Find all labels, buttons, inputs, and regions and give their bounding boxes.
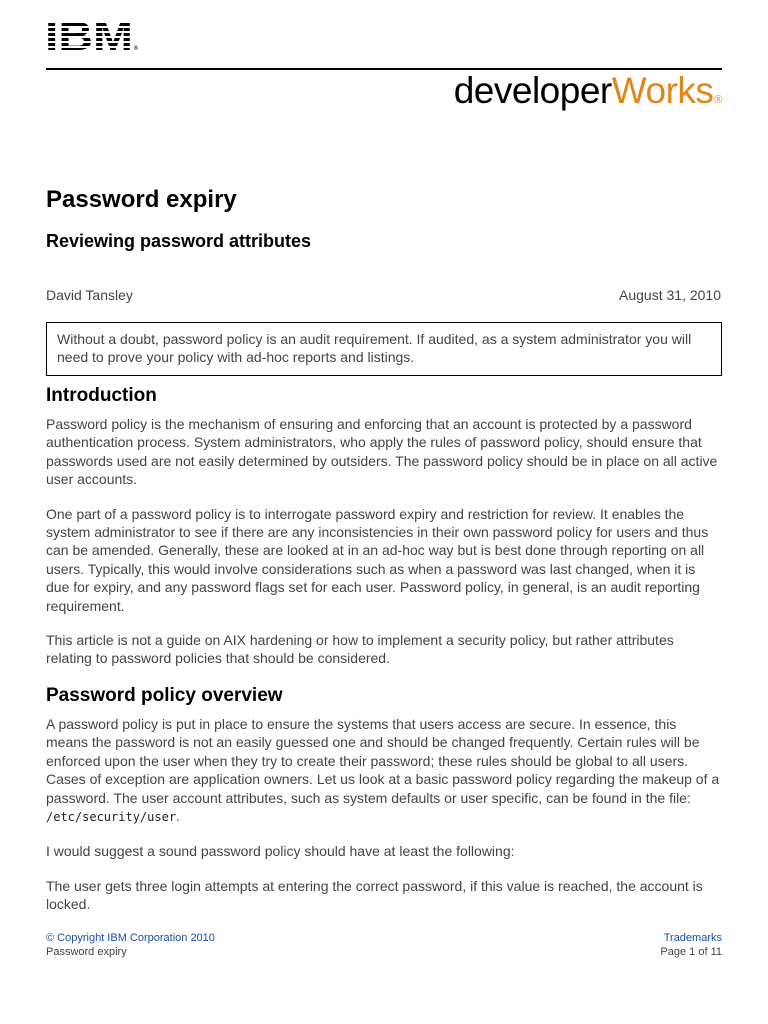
overview-paragraph-1: [46, 715, 722, 826]
trademarks-link[interactable]: Trademarks: [663, 932, 722, 944]
overview-paragraph-1-end: .: [176, 807, 180, 824]
abstract-box: [46, 322, 722, 376]
brand-suffix: Works: [611, 70, 714, 111]
page-number: Page 1 of 11: [660, 946, 722, 958]
intro-paragraph-1: Password policy is the mechanism of ensuring and enforcing that an account is protected by a password authentication process. System administrators, who apply the rules of password policy, should ensure that passwords used are not easily determined by outsiders. The password policy should be in place on all active user accounts.: [46, 416, 718, 488]
article-title: Password expiry: [46, 186, 237, 213]
svg-text:®: ®: [133, 45, 139, 52]
ibm-logo-icon: [45, 16, 137, 54]
file-path-code: /etc/security/user: [46, 809, 177, 824]
footer-left: [46, 931, 215, 959]
copyright-link[interactable]: © Copyright IBM Corporation 2010: [46, 932, 215, 944]
overview-paragraph-2: I would suggest a sound password policy should have at least the following:: [46, 843, 515, 860]
overview-paragraph-1-text: A password policy is put in place to ensure the systems that users access are secure. In essence, this means the password is not an easily guessed one and should be changed frequently. Certain rules will be enforced upon the user when they try to create their password; these rules should be global to all users. Cases of exception are application owners. Let us look at a basic password policy regarding the makeup of a password. The user account attributes, such as system defaults or user specific, can be found in the file:: [46, 715, 720, 806]
author-name: David Tansley: [46, 287, 133, 303]
footer-right: [660, 931, 722, 959]
article-body: [46, 384, 722, 930]
intro-heading: Introduction: [46, 385, 157, 406]
overview-heading: Password policy overview: [46, 684, 283, 706]
developerworks-logo: [454, 70, 722, 112]
footer-doc-title: Password expiry: [46, 946, 127, 958]
brand-registered-mark: ®: [714, 94, 722, 106]
abstract-text: Without a doubt, password policy is an audit requirement. If audited, as a system administrator you will need to prove your policy with ad-hoc reports and listings.: [57, 331, 692, 365]
ibm-logo: [45, 16, 137, 54]
intro-paragraph-2: One part of a password policy is to interrogate password expiry and restriction for review. It enables the system administrator to see if there are any inconsistencies in their own password policy for users and thus can be amended. Generally, these are looked at in an ad-hoc way but is best done through reporting on all users. Typically, this would involve considerations such as when a password was last changed, when it is due for expiry, and any password flags set for each user. Password policy, in general, is an audit reporting requirement.: [46, 505, 709, 614]
publish-date: August 31, 2010: [619, 287, 721, 303]
article-subtitle: Reviewing password attributes: [46, 231, 312, 251]
intro-paragraph-3: This article is not a guide on AIX hardening or how to implement a security policy, but rather attributes relating to password policies that should be considered.: [46, 632, 674, 667]
brand-prefix: developer: [453, 70, 612, 111]
overview-paragraph-3: The user gets three login attempts at entering the correct password, if this value is reached, the account is locked.: [46, 877, 703, 913]
